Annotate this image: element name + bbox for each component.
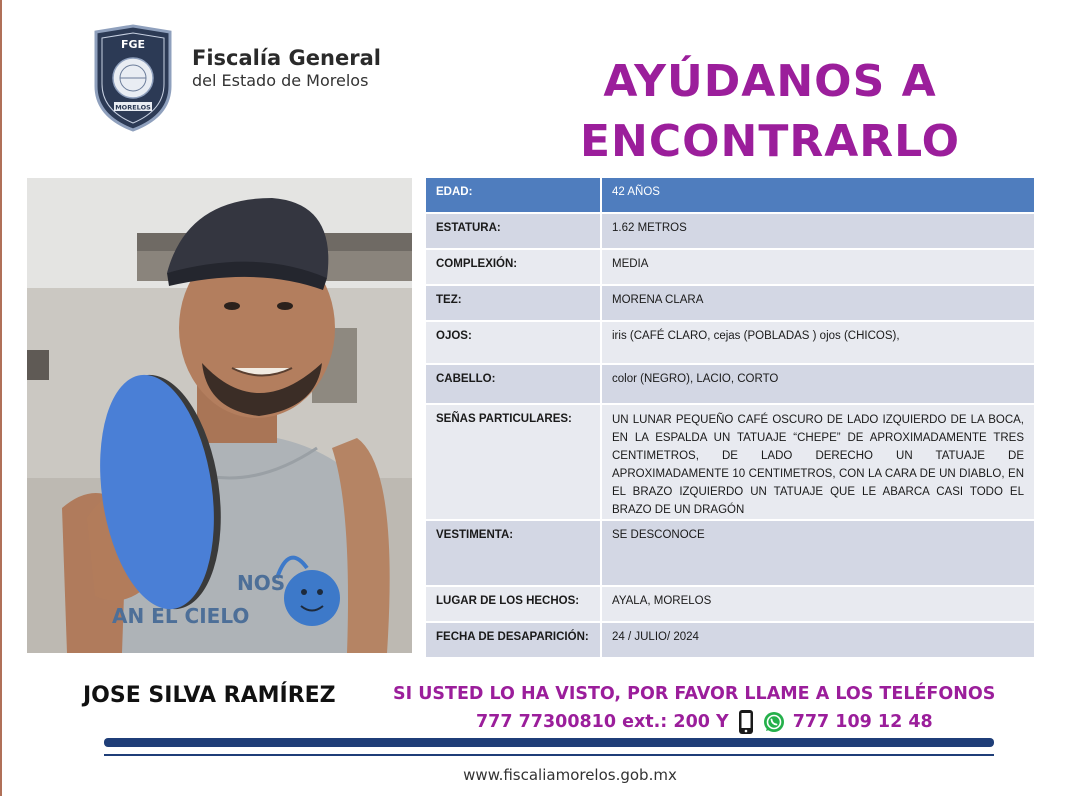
call-to-action: SI USTED LO HA VISTO, POR FAVOR LLAME A LOS TELÉFONOS: [393, 684, 996, 704]
person-name: JOSE SILVA RAMÍREZ: [83, 683, 336, 708]
label-age: EDAD:: [426, 178, 602, 212]
table-row: [426, 405, 1034, 519]
page-left-edge: [0, 0, 2, 796]
mobile-phone-icon: [737, 709, 755, 735]
website-link[interactable]: www.fiscaliamorelos.gob.mx: [463, 766, 677, 784]
headline-line-1: AYÚDANOS A: [603, 56, 937, 107]
value-disappearance-date: 24 / JULIO/ 2024: [602, 623, 1034, 657]
logo-text-top: FGE: [120, 38, 146, 51]
label-distinguishing-marks: SEÑAS PARTICULARES:: [426, 405, 602, 519]
table-row: [426, 322, 1034, 363]
value-hair: color (NEGRO), LACIO, CORTO: [602, 365, 1034, 403]
value-build: MEDIA: [602, 250, 1034, 284]
value-location: AYALA, MORELOS: [602, 587, 1034, 621]
whatsapp-icon: [763, 711, 785, 733]
label-build: COMPLEXIÓN:: [426, 250, 602, 284]
table-row: [426, 365, 1034, 403]
headline-line-2: ENCONTRARLO: [579, 116, 961, 167]
table-row: [426, 623, 1034, 657]
value-clothing: SE DESCONOCE: [602, 521, 1034, 585]
label-disappearance-date: FECHA DE DESAPARICIÓN:: [426, 623, 602, 657]
logo-text-bottom: MORELOS: [115, 103, 151, 112]
value-complexion: MORENA CLARA: [602, 286, 1034, 320]
label-hair: CABELLO:: [426, 365, 602, 403]
headline: [500, 52, 1040, 172]
organization-subtitle: del Estado de Morelos: [192, 71, 369, 90]
table-row: [426, 286, 1034, 320]
label-height: ESTATURA:: [426, 214, 602, 248]
table-row: [426, 587, 1034, 621]
footer-divider-thick: [104, 738, 994, 747]
table-row: [426, 178, 1034, 212]
label-location: LUGAR DE LOS HECHOS:: [426, 587, 602, 621]
footer-divider-thin: [104, 754, 994, 756]
value-height: 1.62 METROS: [602, 214, 1034, 248]
phone-2[interactable]: 777 109 12 48: [792, 712, 933, 732]
table-row: [426, 214, 1034, 248]
value-distinguishing-marks: UN LUNAR PEQUEÑO CAFÉ OSCURO DE LADO IZQUIERDO DE LA BOCA, EN LA ESPALDA UN TATUAJE “CHEPE” DE APROXIMADAMENTE TRES CENTIMETROS, DE LADO DERECHO UN TATUAJE DE APROXIMADAMENTE 10 CENTIMETROS, CON LA CARA DE UN DIABLO, EN EL BRAZO IZQUIERDO UN TATUAJE QUE LE ABARCA CASI TODO EL BRAZO DE UN DRAGÓN: [602, 405, 1034, 519]
missing-person-photo: [27, 178, 412, 653]
organization-name: Fiscalía General: [192, 46, 381, 70]
fge-logo-badge: [92, 24, 174, 132]
value-age: 42 AÑOS: [602, 178, 1034, 212]
label-clothing: VESTIMENTA:: [426, 521, 602, 585]
table-row: [426, 521, 1034, 585]
shirt-text-2: AN EL CIELO: [112, 604, 250, 628]
phone-1[interactable]: 777 77300810 ext.: 200 Y: [476, 712, 729, 732]
table-row: [426, 250, 1034, 284]
details-table: [426, 176, 1034, 659]
label-complexion: TEZ:: [426, 286, 602, 320]
value-eyes: iris (CAFÉ CLARO, cejas (POBLADAS ) ojos (CHICOS),: [602, 322, 1034, 363]
shirt-text-1: NOS: [237, 571, 286, 595]
phone-numbers: [476, 709, 933, 735]
label-eyes: OJOS:: [426, 322, 602, 363]
